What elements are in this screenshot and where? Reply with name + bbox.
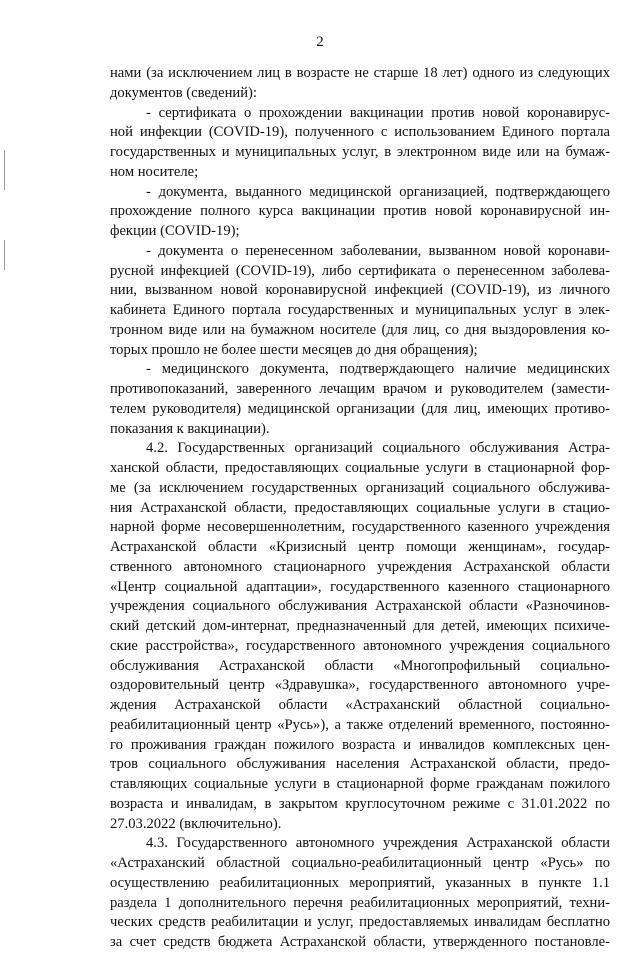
- text-line: ские расстройства», государственного автономного учреждения социального: [110, 637, 610, 654]
- text-line: ме (за исключением государственных организаций социального обслужива-: [110, 479, 610, 496]
- paragraph-p3: [110, 183, 610, 242]
- text-line: тров социального обслуживания населения Астраханской области, предо-: [110, 756, 610, 773]
- text-line: «Центр социальной адаптации», государственного казенного стационарного: [110, 578, 610, 595]
- text-line: прохождение полного курса вакцинации против новой коронавирусной ин-: [110, 203, 610, 220]
- paragraph-p7: [110, 834, 610, 953]
- text-line: - сертификата о прохождении вакцинации против новой коронавирус-: [146, 104, 610, 121]
- paragraph-p6: [110, 439, 610, 834]
- text-line: нарной форме несовершеннолетним, государственного казенного учреждения: [110, 519, 610, 536]
- text-line: реабилитационный центр «Русь»), а также отделений временного, постоянно-: [110, 716, 610, 733]
- text-line: 27.03.2022 (включительно).: [110, 815, 282, 832]
- text-line: ждения Астраханской области «Астраханский областной социально-: [110, 697, 610, 713]
- text-line: ной инфекции (COVID-19), полученного с использованием Единого портала: [110, 124, 610, 141]
- text-line: показания к вакцинации).: [110, 420, 270, 437]
- text-line: ставляющих социальные услуги в стационарной форме гражданам пожилого: [110, 776, 610, 792]
- text-line: оздоровительный центр «Здравушка», государственного автономного учре-: [110, 677, 610, 694]
- page-number: 2: [316, 34, 324, 50]
- text-line: 4.3. Государственного автономного учреждения Астраханской области: [146, 835, 610, 852]
- text-line: возраста и инвалидам, в закрытом круглосуточном режиме с 31.01.2022 по: [110, 795, 610, 812]
- text-line: - медицинского документа, подтверждающего наличие медицинских: [146, 361, 610, 378]
- text-line: учреждения социального обслуживания Астраханской области «Разночинов-: [110, 598, 610, 615]
- scan-margin-mark: [4, 150, 5, 190]
- text-line: торых прошло не более шести месяцев до дня обращения);: [110, 341, 478, 358]
- paragraph-p2: [110, 104, 610, 183]
- paragraph-p4: [110, 242, 610, 361]
- text-line: раздела 1 дополнительного перечня реабилитационных мероприятий, техни-: [110, 894, 610, 911]
- text-line: ческих средств реабилитации и услуг, предоставляемых инвалидам бесплатно: [110, 914, 610, 931]
- text-line: нии, вызванном новой коронавирусной инфекцией (COVID-19), из личного: [110, 282, 610, 299]
- paragraph-p5: [110, 360, 610, 439]
- text-line: противопоказаний, заверенного лечащим врачом и руководителем (замести-: [110, 381, 610, 397]
- paragraph-p1: [110, 64, 610, 104]
- document-body: [110, 64, 610, 953]
- text-line: ственного автономного стационарного учреждения Астраханской области: [110, 558, 610, 575]
- text-line: - документа, выданного медицинской организацией, подтверждающего: [146, 183, 610, 200]
- text-line: документов (сведений):: [110, 84, 257, 101]
- text-line: кабинета Единого портала государственных и муниципальных услуг в элек-: [110, 302, 610, 318]
- text-line: «Астраханский областной социально-реабилитационный центр «Русь» по: [110, 855, 610, 871]
- text-line: ния Астраханской области, предоставляющих социальные услуги в стацио-: [110, 499, 610, 516]
- text-line: государственных и муниципальных услуг, в электронном виде или на бумаж-: [110, 144, 610, 160]
- text-line: тронном виде или на бумажном носителе (для лиц, со дня выздоровления ко-: [110, 321, 610, 338]
- text-line: Астраханской области «Кризисный центр помощи женщинам», государ-: [110, 539, 610, 555]
- text-line: ханской области, предоставляющих социальные услуги в стационарной фор-: [110, 460, 610, 476]
- text-line: ский детский дом-интернат, предназначенный для детей, имеющих психиче-: [110, 618, 610, 634]
- text-line: обслуживания Астраханской области «Многопрофильный социально-: [110, 657, 610, 674]
- text-line: нами (за исключением лиц в возрасте не старше 18 лет) одного из следующих: [110, 65, 610, 81]
- text-line: осуществлению реабилитационных мероприятий, указанных в пункте 1.1: [110, 874, 610, 891]
- text-line: - документа о перенесенном заболевании, вызванном новой коронави-: [146, 242, 610, 259]
- text-line: фекции (COVID-19);: [110, 223, 240, 239]
- text-line: го проживания граждан пожилого возраста и инвалидов комплексных цен-: [110, 736, 610, 753]
- text-line: за счет средств бюджета Астраханской области, утвержденного постановле-: [110, 934, 610, 950]
- text-line: 4.2. Государственных организаций социального обслуживания Астра-: [146, 440, 610, 457]
- text-line: русной инфекцией (COVID-19), либо сертификата о перенесенном заболева-: [110, 262, 610, 279]
- scan-margin-mark: [4, 240, 5, 270]
- text-line: телем руководителя) медицинской организации (для лиц, имеющих противо-: [110, 400, 610, 417]
- text-line: ном носителе;: [110, 163, 199, 180]
